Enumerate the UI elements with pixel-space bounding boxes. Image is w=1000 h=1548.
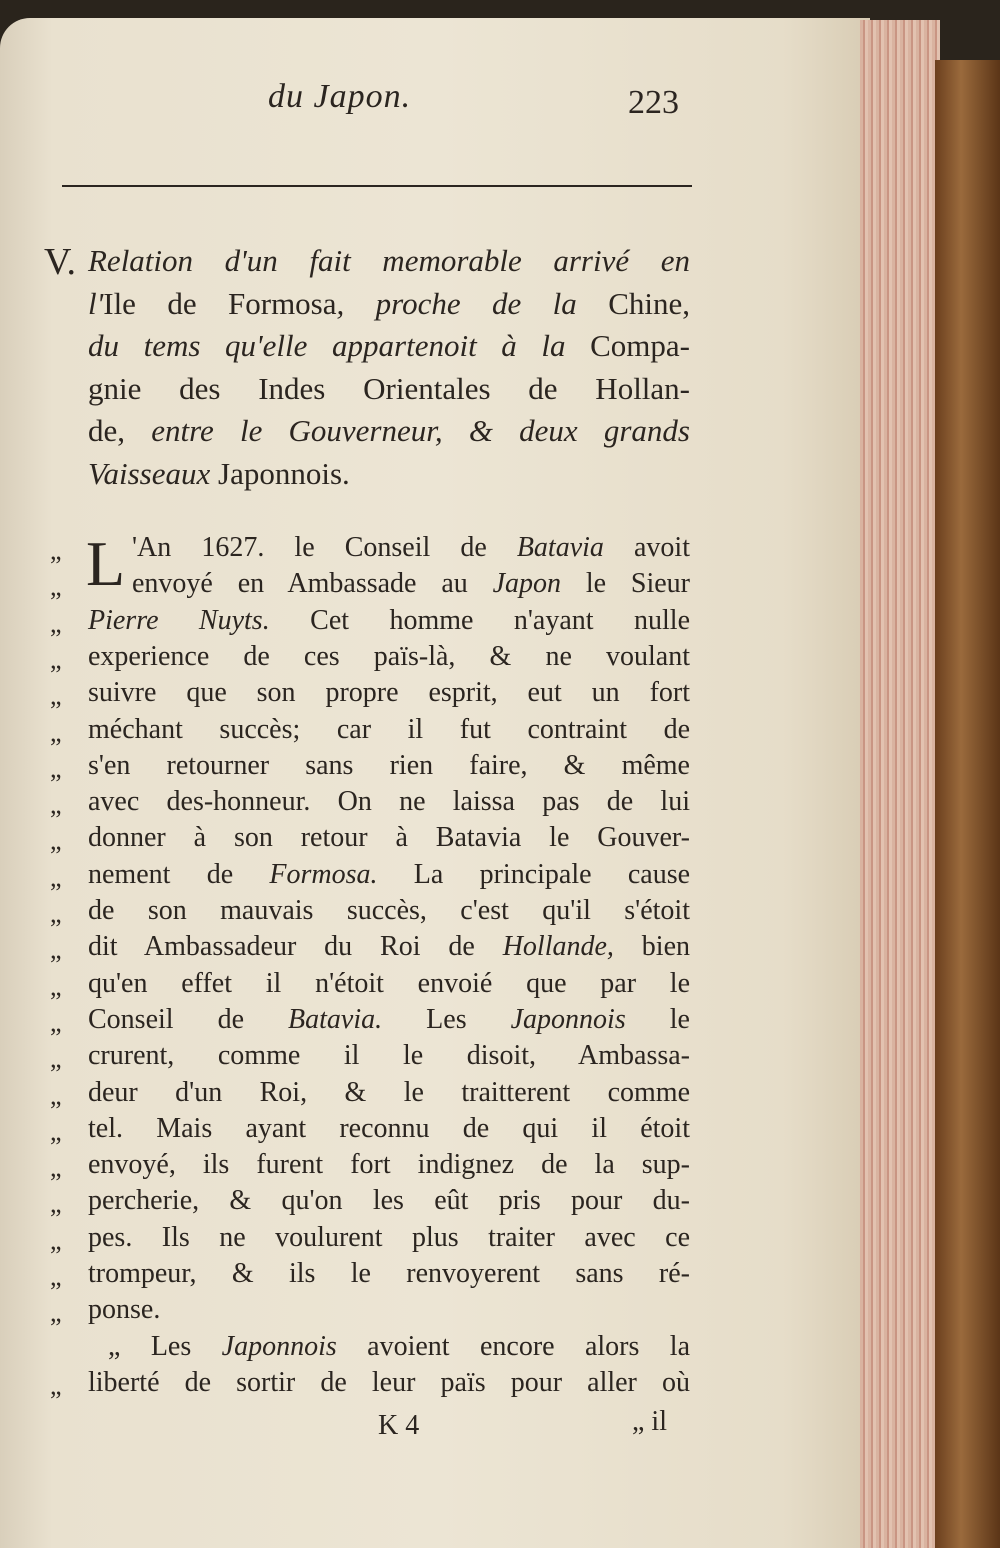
roman-text: deur d'un Roi, & le traitterent comme [88, 1076, 690, 1108]
text-line [88, 1113, 690, 1145]
roman-text: La principale cause [377, 858, 691, 890]
text-line [88, 1077, 690, 1109]
quotation-mark: „ [50, 1116, 62, 1146]
page-number: 223 [628, 84, 679, 121]
italic-text: Japonnois [510, 1003, 626, 1035]
italic-text: Batavia. [288, 1003, 383, 1035]
italic-text: Pierre Nuyts. [88, 604, 270, 636]
heading-line [88, 243, 690, 279]
roman-text: pes. Ils ne voulurent plus traiter avec ce [88, 1221, 690, 1253]
quotation-mark: „ [50, 1189, 62, 1219]
italic-text: Batavia [516, 532, 604, 563]
text-line [88, 1004, 690, 1036]
heading-line [88, 286, 690, 322]
roman-text: Les [382, 1003, 511, 1035]
quotation-mark: „ [50, 608, 62, 638]
quotation-mark: „ [50, 1262, 62, 1291]
roman-text: bien [613, 931, 690, 963]
roman-text: crurent, comme il le disoit, Ambassa- [88, 1040, 690, 1072]
text-line [88, 895, 690, 927]
quotation-mark: „ [50, 1007, 62, 1037]
quotation-mark: „ [50, 753, 62, 783]
header-rule [62, 185, 692, 187]
quotation-mark: „ [50, 1044, 62, 1074]
text-line [88, 1222, 690, 1254]
signature-mark: K 4 [378, 1410, 420, 1441]
roman-text: Ile de Formosa [103, 285, 337, 321]
quotation-mark: „ [50, 644, 62, 674]
roman-text: le Sieur [561, 568, 690, 600]
running-header [0, 78, 870, 128]
text-line [132, 532, 690, 564]
roman-text: experience de ces païs-là, & ne voulant [88, 640, 690, 672]
book-cover-edge [935, 60, 1000, 1548]
roman-text: qu'en effet il n'étoit envoié que par le [88, 967, 690, 999]
text-line [88, 1185, 690, 1217]
italic-text: Formosa. [269, 858, 378, 890]
text-line [88, 677, 690, 709]
roman-text: s'en retourner sans rien faire, & même [88, 749, 690, 781]
roman-text: Cet homme n'ayant nulle [269, 604, 690, 636]
roman-text: ponse. [88, 1294, 161, 1326]
text-line [132, 568, 690, 600]
quotation-mark: „ [50, 826, 62, 856]
text-line [88, 714, 690, 746]
quotation-mark: „ [50, 971, 62, 1001]
roman-text: 'An 1627. le Conseil de [132, 532, 517, 563]
italic-text: l' [88, 285, 104, 321]
roman-text: tel. Mais ayant reconnu de qui il étoit [88, 1112, 690, 1144]
italic-text: Hollande, [502, 931, 614, 963]
roman-text: méchant succès; car il fut contraint de [88, 713, 690, 745]
roman-text: avoient encore alors la [336, 1330, 691, 1362]
italic-text: du tems qu'elle appartenoit à la [88, 328, 591, 363]
roman-text: envoyé, ils furent fort indignez de la sup- [88, 1149, 690, 1181]
roman-text: donner à son retour à Batavia le Gouver- [88, 822, 690, 854]
text-line [88, 1294, 690, 1326]
roman-text: Conseil de [88, 1003, 289, 1035]
text-line [88, 750, 690, 782]
quotation-mark: „ [50, 717, 62, 747]
quotation-mark: „ [50, 681, 62, 711]
heading-line [88, 371, 690, 407]
roman-text: gnie des Indes Orientales de Hollan- [88, 370, 690, 406]
text-line [88, 641, 690, 673]
section-number: V. [44, 241, 77, 283]
roman-text: avec des-honneur. On ne laissa pas de lui [88, 786, 690, 818]
roman-text: liberté de sortir de leur païs pour aller où [88, 1366, 690, 1398]
text-line [88, 859, 690, 891]
running-title: du Japon. [268, 78, 412, 115]
quotation-mark: „ [50, 1080, 62, 1110]
text-line [88, 1367, 690, 1399]
roman-text: Japonnois. [218, 455, 350, 491]
italic-text: Japonnois [221, 1330, 337, 1362]
quotation-mark: „ [50, 862, 62, 892]
catchword: „ il [632, 1406, 667, 1437]
text-line [88, 1258, 690, 1290]
text-line [88, 822, 690, 854]
roman-text: dit Ambassadeur du Roi de [88, 931, 503, 963]
italic-text: entre le Gouverneur, & deux grands [151, 413, 690, 448]
roman-text: „ Les [108, 1330, 222, 1362]
quotation-mark: „ [50, 1225, 62, 1255]
italic-text: Japon [492, 568, 562, 600]
quotation-mark: „ [50, 536, 62, 565]
roman-text: Chine, [608, 285, 690, 321]
italic-text: Vaisseaux [88, 455, 219, 491]
roman-text: envoyé en Ambassade au [132, 568, 493, 600]
roman-text: avoit [603, 532, 690, 563]
roman-text: de son mauvais succès, c'est qu'il s'étoit [88, 895, 690, 926]
text-line [88, 931, 690, 963]
heading-line [88, 328, 690, 364]
text-line [88, 1040, 690, 1072]
roman-text: le [625, 1003, 690, 1035]
text-line [88, 786, 690, 818]
text-line [88, 968, 690, 1000]
drop-cap: L [86, 528, 126, 599]
roman-text: nement de [88, 858, 270, 890]
heading-line [88, 413, 690, 449]
text-line [88, 1149, 690, 1181]
italic-text: Relation d'un fait memorable arrivé en [88, 243, 690, 278]
heading-line [88, 456, 690, 492]
quotation-mark: „ [50, 935, 62, 965]
quotation-mark: „ [50, 1153, 62, 1183]
roman-text: percherie, & qu'on les eût pris pour du- [88, 1185, 690, 1217]
quotation-mark: „ [50, 572, 62, 602]
roman-text: Compa- [590, 328, 690, 363]
quotation-mark: „ [50, 1298, 62, 1328]
quotation-mark: „ [50, 790, 62, 820]
roman-text: de, [88, 413, 152, 448]
roman-text: suivre que son propre esprit, eut un fort [88, 677, 690, 709]
page-edges [860, 20, 940, 1548]
roman-text: trompeur, & ils le renvoyerent sans ré- [88, 1258, 690, 1289]
quotation-mark: „ [50, 1370, 62, 1400]
quotation-mark: „ [50, 899, 62, 928]
italic-text: , proche de la [336, 285, 609, 321]
text-line [108, 1331, 690, 1363]
text-line [88, 605, 690, 637]
